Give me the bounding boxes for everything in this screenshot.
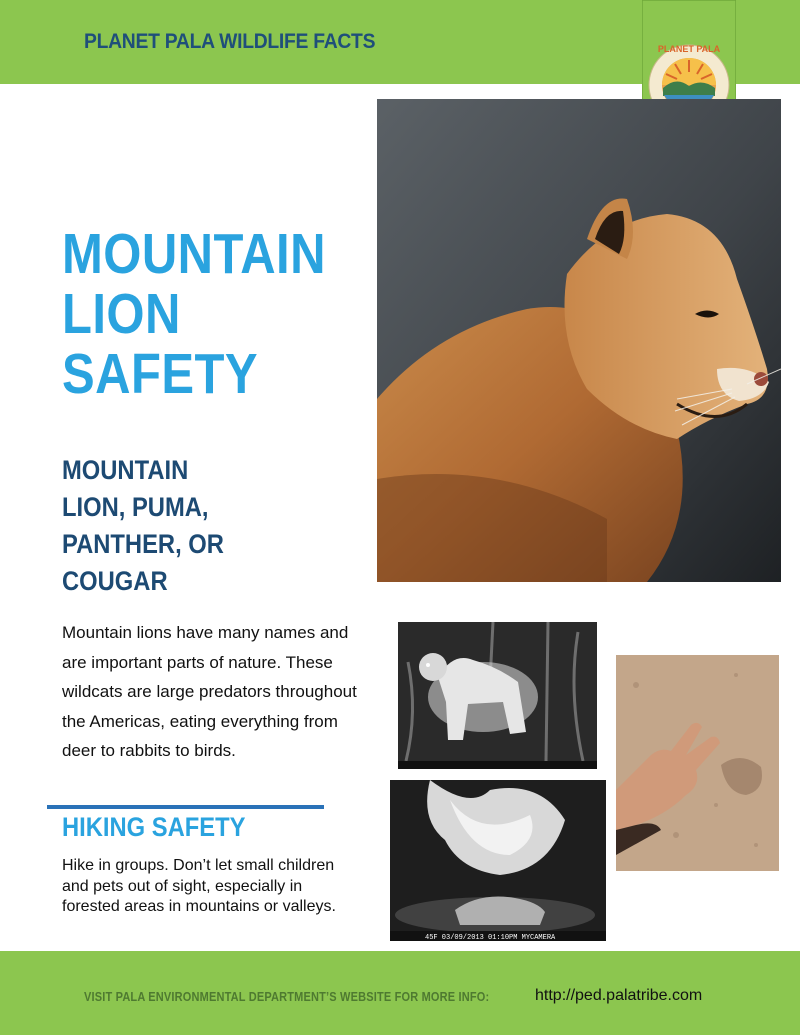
hiking-safety-heading: HIKING SAFETY <box>62 812 246 842</box>
section-rule-top <box>47 805 324 809</box>
page-title-line-1: MOUNTAIN <box>62 222 326 286</box>
badge-name: PLANET PALA <box>657 44 721 54</box>
page-title <box>62 222 326 406</box>
page-title-line-3: SAFETY <box>62 342 258 406</box>
paw-track-photo <box>616 655 779 871</box>
subtitle-line-2: LION, PUMA, <box>62 492 209 522</box>
website-link[interactable]: http://ped.palatribe.com <box>535 987 703 1004</box>
hiking-safety-paragraph: Hike in groups. Don’t let small children and pets out of sight, especially in forested areas in mountains or valleys. <box>62 857 336 915</box>
subtitle-line-3: PANTHER, OR <box>62 529 224 559</box>
trail-camera-photo-2 <box>390 780 606 941</box>
trail-cam-stamp: 45F 03/09/2013 01:10PM MYCAMERA <box>425 934 556 941</box>
trail-camera-photo-1 <box>398 622 597 769</box>
subtitle-line-1: MOUNTAIN <box>62 455 189 485</box>
mountain-lion-photo <box>377 99 781 582</box>
header-title: PLANET PALA WILDLIFE FACTS <box>84 30 376 53</box>
footer-label: VISIT PALA ENVIRONMENTAL DEPARTMENT’S WEBSITE FOR MORE INFO: <box>84 990 490 1004</box>
subtitle <box>62 452 291 600</box>
subtitle-line-4: COUGAR <box>62 566 168 596</box>
page-title-line-2: LION <box>62 282 181 346</box>
intro-paragraph: Mountain lions have many names and are important parts of nature. These wildcats are large predators throughout the Americas, eating everything from deer to rabbits to birds. <box>62 623 357 760</box>
